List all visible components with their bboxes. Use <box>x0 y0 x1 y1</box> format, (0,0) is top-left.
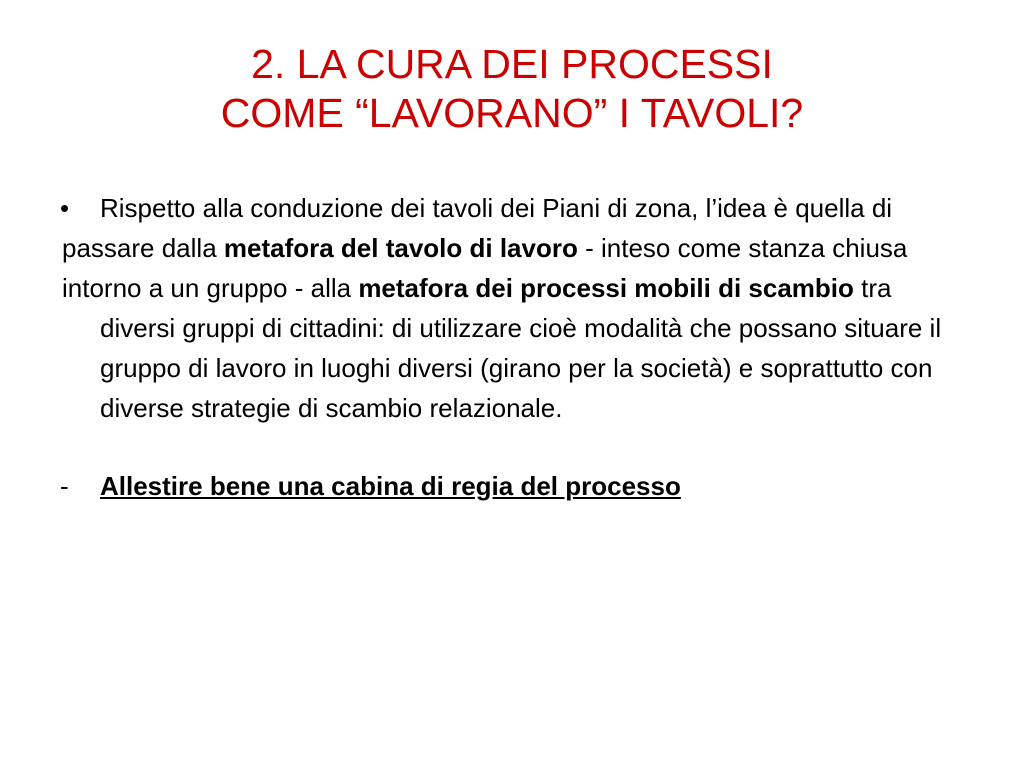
slide-title <box>0 40 1024 138</box>
bullet-item-2 <box>0 466 930 506</box>
bullet-item-1-text: Rispetto alla conduzione dei tavoli dei Piani di zona, l’idea è quella di <box>100 193 893 223</box>
bullet-marker: • <box>60 193 70 223</box>
paragraph-3-lead: intorno a un gruppo - alla <box>62 273 359 303</box>
title-line-2: COME “LAVORANO” I TAVOLI? <box>220 90 804 136</box>
title-line-1: 2. LA CURA DEI PROCESSI <box>251 41 773 87</box>
paragraph-2-bold: metafora del tavolo di lavoro <box>223 233 578 263</box>
paragraph-3-bold: metafora dei processi mobili di scambio <box>358 273 854 303</box>
slide-body <box>0 188 1024 506</box>
spacer <box>0 428 1024 466</box>
bullet-item-2-text: Allestire bene una cabina di regia del processo <box>100 471 681 501</box>
paragraph-2-lead: passare dalla <box>62 233 224 263</box>
paragraph-2 <box>0 228 970 268</box>
paragraph-3 <box>0 268 970 428</box>
bullet-item-1 <box>0 188 930 228</box>
paragraph-3-tail: tra diversi gruppi di cittadini: di utilizzare cioè modalità che possano situare il gruppo di lavoro in luoghi diversi (girano per la società) e soprattutto con diverse strategie di scambio relazionale. <box>100 273 942 423</box>
dash-marker: - <box>60 471 69 501</box>
paragraph-2-tail: - inteso come stanza chiusa <box>577 233 908 263</box>
